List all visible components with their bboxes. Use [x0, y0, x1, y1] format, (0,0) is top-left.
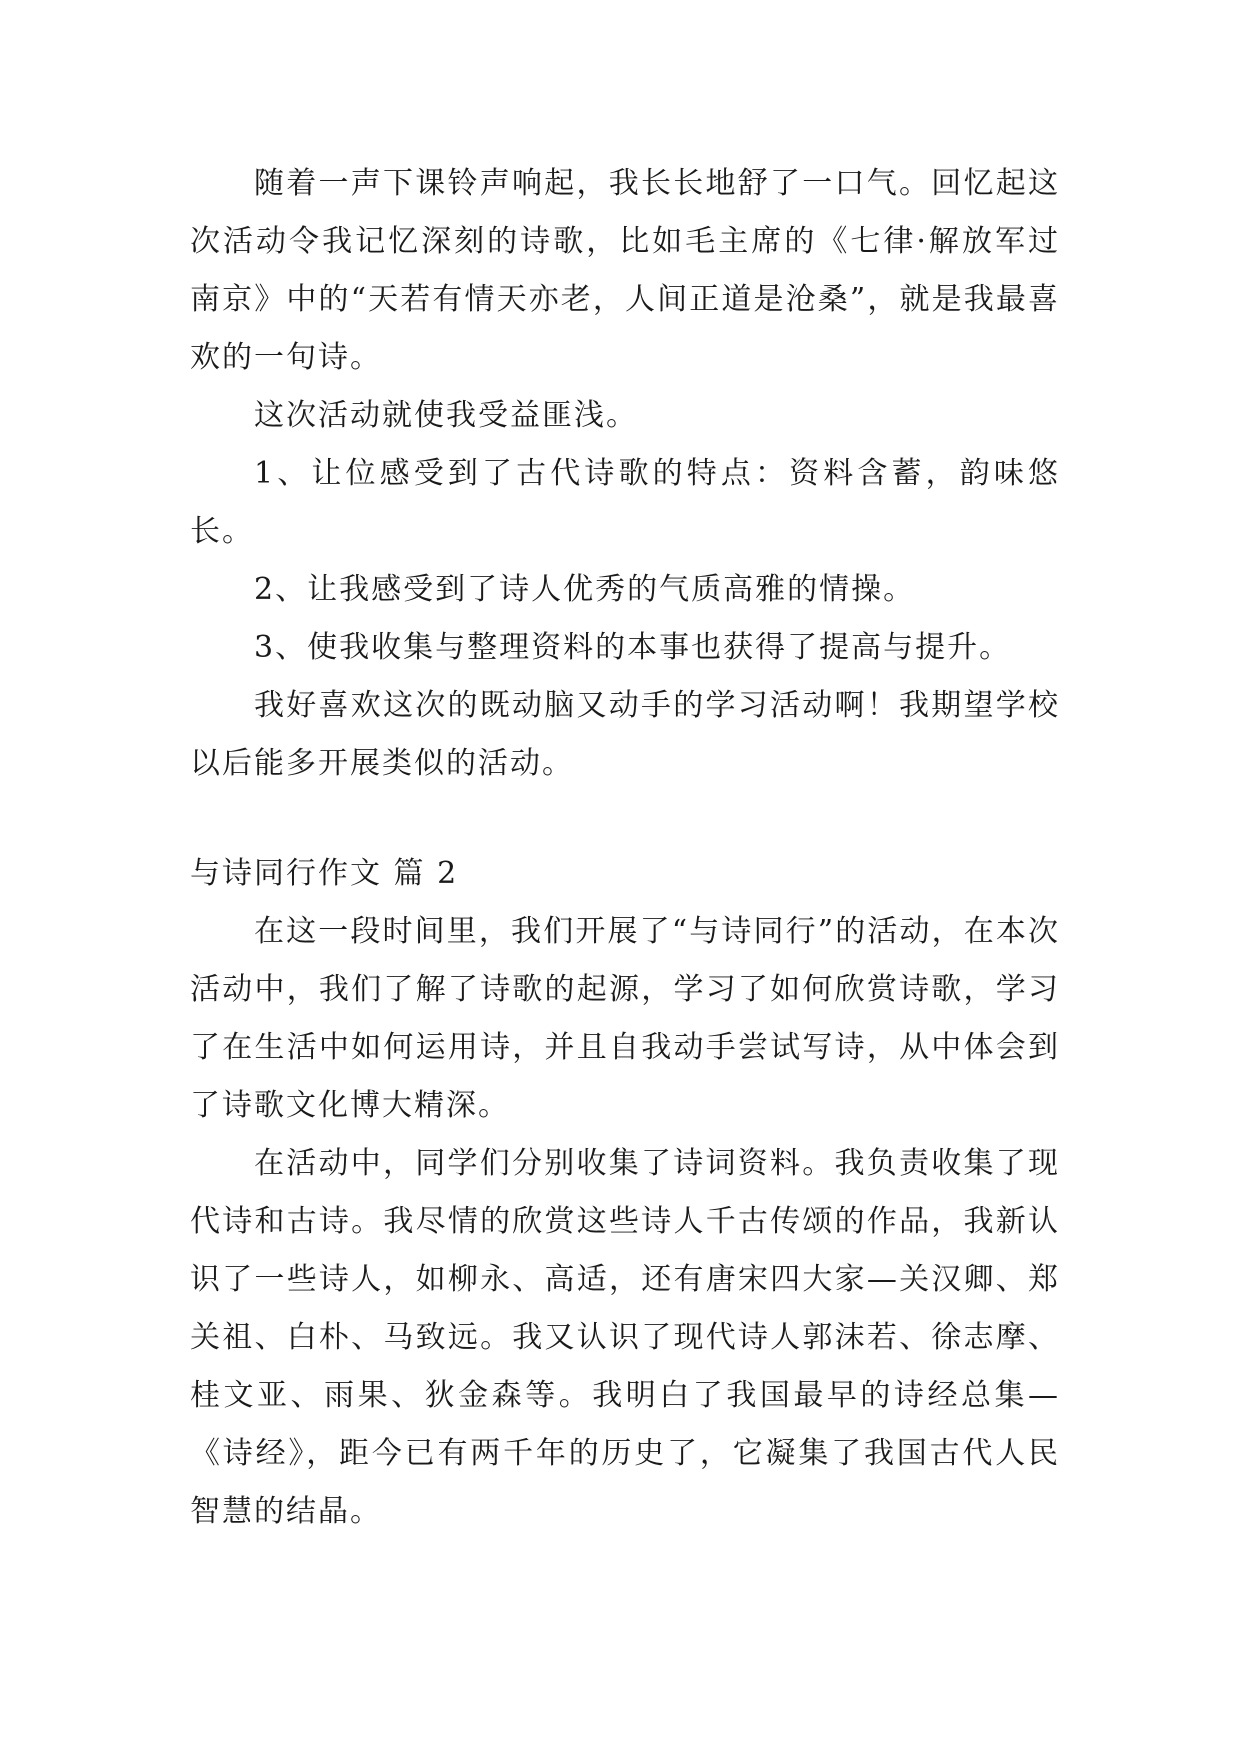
paragraph-collection: 在活动中，同学们分别收集了诗词资料。我负责收集了现代诗和古诗。我尽情的欣赏这些诗人千古传颂的作品，我新认识了一些诗人，如柳永、高适，还有唐宋四大家—关汉卿、郑关祖、白朴、马致远。我又认识了现代诗人郭沫若、徐志摩、桂文亚、雨果、狄金森等。我明白了我国最早的诗经总集—《诗经》，距今已有两千年的历史了，它凝集了我国古代人民智慧的结晶。: [190, 1146, 1060, 1529]
paragraph-intro: 在这一段时间里，我们开展了“与诗同行”的活动，在本次活动中，我们了解了诗歌的起源，学习了如何欣赏诗歌，学习了在生活中如何运用诗，并且自我动手尝试写诗，从中体会到了诗歌文化博大精深。: [190, 914, 1060, 1123]
list-item-1: 1、让位感受到了古代诗歌的特点：资料含蓄，韵味悠长。: [190, 456, 1060, 549]
section-title: 与诗同行作文 篇 2: [190, 856, 459, 891]
list-item-2: 2、让我感受到了诗人优秀的气质高雅的情操。: [254, 572, 916, 607]
paragraph-benefit: 这次活动就使我受益匪浅。: [254, 398, 638, 433]
list-item-3: 3、使我收集与整理资料的本事也获得了提高与提升。: [254, 630, 1012, 665]
paragraph-closing: 我好喜欢这次的既动脑又动手的学习活动啊！我期望学校以后能多开展类似的活动。: [190, 688, 1060, 781]
document-body: [190, 155, 1060, 1541]
paragraph-memory: 随着一声下课铃声响起，我长长地舒了一口气。回忆起这次活动令我记忆深刻的诗歌，比如毛主席的《七律·解放军过南京》中的“天若有情天亦老，人间正道是沧桑”，就是我最喜欢的一句诗。: [190, 166, 1060, 375]
